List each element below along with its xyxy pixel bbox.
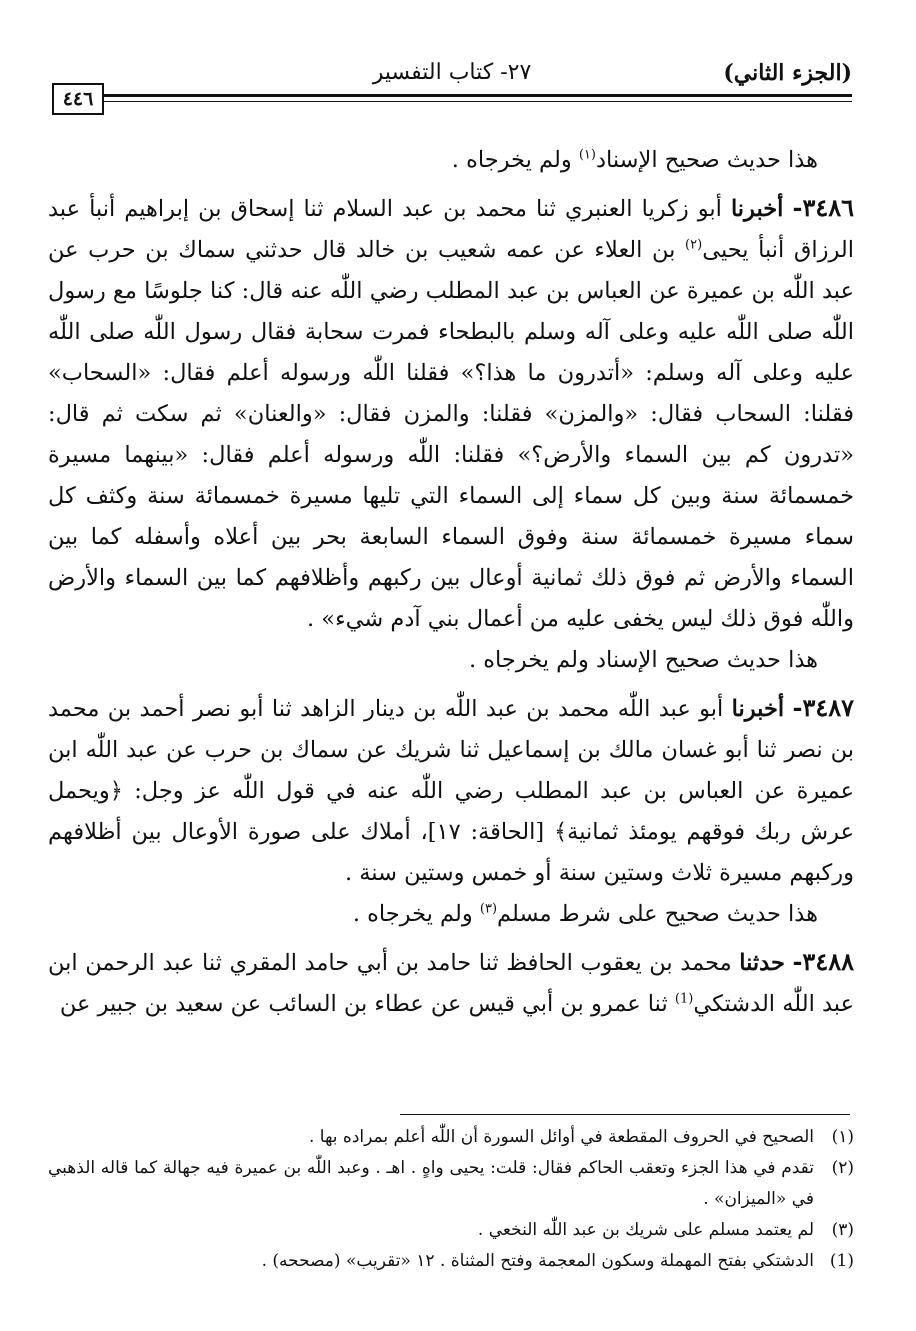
header-rule-thin xyxy=(94,101,852,102)
footnote-text: الصحيح في الحروف المقطعة في أوائل السورة أن اللّٰه أعلم بمراده بها . xyxy=(308,1127,814,1147)
footnote xyxy=(48,1215,854,1246)
grading-note: هذا حديث صحيح الإسناد ولم يخرجاه . xyxy=(468,647,818,673)
footnote-mark: (٣) xyxy=(831,1220,854,1240)
volume-part-label: (الجزء الثاني) xyxy=(723,60,852,86)
hadith-3488: ٣٤٨٨- حدثنا محمد بن يعقوب الحافظ ثنا حامد بن أبي حامد المقري ثنا عبد الرحمن ابن عبد اللّٰه الدشتكي$^{(1)}$ ثنا عمرو بن أبي قيس عن عطاء بن السائب عن سعيد بن جبير عن xyxy=(48,947,854,1017)
hadith-number: ٣٤٨٧- xyxy=(792,693,855,722)
grading-note: هذا حديث صحيح الإسناد$^{(١)}$ ولم يخرجاه . xyxy=(451,147,818,173)
footnote-separator xyxy=(400,1114,850,1115)
footnote xyxy=(48,1246,854,1277)
narration-verb: أخبرنا xyxy=(730,196,784,222)
footnote-text: لم يعتمد مسلم على شريك بن عبد اللّٰه النخعي . xyxy=(477,1220,814,1240)
footnote-mark: (1) xyxy=(829,1251,854,1271)
grading-note: هذا حديث صحيح على شرط مسلم$^{(٣)}$ ولم يخرجاه . xyxy=(352,901,818,927)
hadith-number: ٣٤٨٦- xyxy=(792,193,854,222)
footnotes xyxy=(48,1122,854,1277)
footnote-ref: (1) xyxy=(674,991,694,1007)
footnote-text: تقدم في هذا الجزء وتعقب الحاكم فقال: قلت: يحيى واهٍ . اهـ . وعبد اللّٰه بن عميرة فيه جهالة كما قاله الذهبي في «الميزان» . xyxy=(48,1158,814,1209)
hadith-3487: ٣٤٨٧- أخبرنا أبو عبد اللّٰه محمد بن عبد اللّٰه بن دينار الزاهد ثنا أبو نصر أحمد بن محمد بن نصر ثنا أبو غسان مالك بن إسماعيل ثنا شريك عن سماك بن حرب عن عبد اللّٰه ابن عميرة عن العباس بن عبد المطلب رضي اللّٰه عنه في قول اللّٰه عز وجل: ﴿ويحمل عرش ربك فوقهم يومئذ ثمانية﴾ [الحاقة: ١٧]، أملاك على صورة الأوعال بين أظلافهم وركبهم مسيرة ثلاث وستين سنة أو خمس وستين سنة . xyxy=(48,693,855,886)
footnote-ref: (١) xyxy=(578,147,596,163)
hadith-3486: ٣٤٨٦- أخبرنا أبو زكريا العنبري ثنا محمد بن عبد السلام ثنا إسحاق بن إبراهيم أنبأ عبد الرزاق أنبأ يحيى$^{(٢)}$ بن العلاء عن عمه شعيب بن خالد قال حدثني سماك بن حرب عن عبد اللّٰه بن عميرة عن العباس بن عبد المطلب رضي اللّٰه عنه قال: كنا جلوسًا مع رسول اللّٰه صلى اللّٰه عليه وعلى آله وسلم بالبطحاء فمرت سحابة فقال رسول اللّٰه صلى اللّٰه عليه وعلى آله وسلم: «أتدرون ما هذا؟» فقلنا اللّٰه ورسوله أعلم فقال: «السحاب» فقلنا: السحاب فقال: «والمزن» فقلنا: والمزن فقال: «والعنان» ثم سكت ثم قال: «تدرون كم بين السماء والأرض؟» فقلنا: اللّٰه ورسوله أعلم فقال: «بينهما مسيرة خمسمائة سنة وبين كل سماء إلى السماء التي تليها مسيرة خمسمائة سنة وكثف كل سماء مسيرة خمسمائة سنة وفوق السماء السابعة بحر بين أعلاه وأسفله كما بين السماء والأرض ثم فوق ذلك ثمانية أوعال بين ركبهم وأظلافهم كما بين السماء والأرض واللّٰه فوق ذلك ليس يخفى عليه من أعمال بني آدم شيء» . xyxy=(48,193,855,632)
header-rule-thick xyxy=(94,94,852,97)
footnote-ref: (٣) xyxy=(479,901,498,917)
narration-verb: أخبرنا xyxy=(731,696,785,722)
chapter-title: ٢٧- كتاب التفسير xyxy=(372,60,532,85)
footnote-ref: (٢) xyxy=(685,237,703,253)
running-header xyxy=(52,52,852,122)
hadith-number: ٣٤٨٨- xyxy=(792,947,854,976)
footnote-mark: (١) xyxy=(831,1127,854,1147)
main-text xyxy=(48,140,854,1025)
footnote xyxy=(48,1122,854,1153)
narration-verb: حدثنا xyxy=(739,950,785,976)
footnote-mark: (٢) xyxy=(831,1158,854,1178)
footnote xyxy=(48,1153,854,1215)
page-number-box: ٤٤٦ xyxy=(52,83,104,115)
footnote-text: الدشتكي بفتح المهملة وسكون المعجمة وفتح المثناة . ١٢ «تقريب» (مصححه) . xyxy=(261,1251,814,1271)
